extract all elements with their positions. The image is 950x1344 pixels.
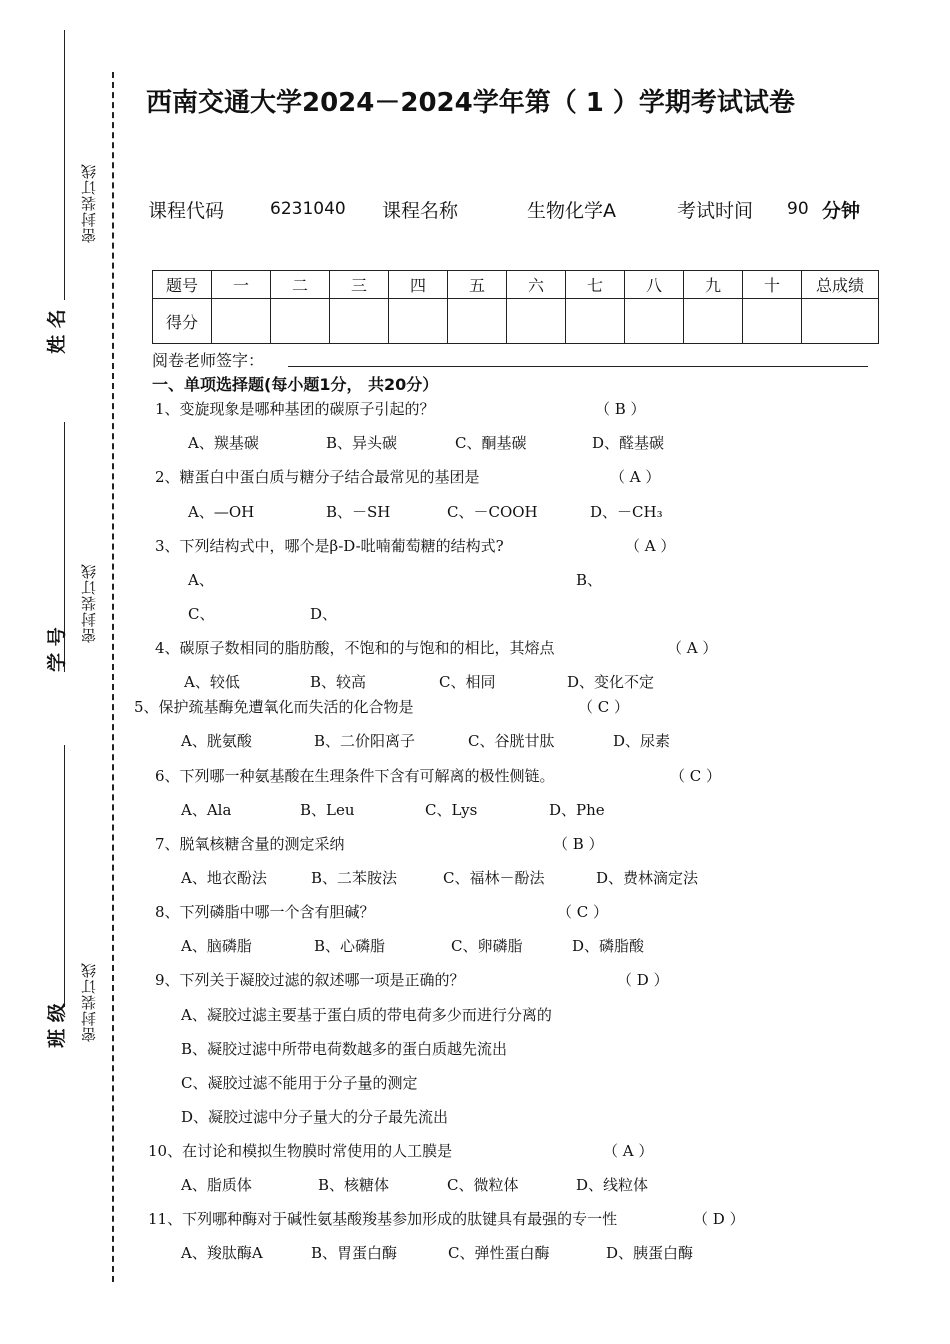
q5-answer: （ C ） <box>578 698 630 716</box>
q9-option-a[interactable]: A、凝胶过滤主要基于蛋白质的带电荷多少而进行分离的 <box>181 1006 552 1024</box>
score-cell-10[interactable] <box>743 299 802 344</box>
binding-dash-line <box>112 72 114 1282</box>
q3-option-a[interactable]: A、 <box>188 571 214 589</box>
course-code-value: 6231040 <box>270 199 346 219</box>
score-cell-6[interactable] <box>507 299 566 344</box>
q4-option-b[interactable]: B、较高 <box>310 673 367 691</box>
q2-stem: 2、糖蛋白中蛋白质与糖分子结合最常见的基团是 <box>155 468 480 486</box>
q2-answer: （ A ） <box>610 468 661 486</box>
q6-option-b[interactable]: B、Leu <box>300 801 355 819</box>
q3-option-d[interactable]: D、 <box>310 605 338 623</box>
q2-option-a[interactable]: A、—OH <box>188 503 255 521</box>
header-cell-question-no: 题号 <box>153 271 212 299</box>
score-row-label: 得分 <box>153 299 212 344</box>
q3-answer: （ A ） <box>625 537 676 555</box>
header-cell-3: 三 <box>330 271 389 299</box>
score-cell-8[interactable] <box>625 299 684 344</box>
section-1-title: 一、单项选择题(每小题1分， 共20分） <box>152 375 439 394</box>
score-table <box>152 270 879 344</box>
q2-option-c[interactable]: C、－COOH <box>447 503 538 521</box>
score-cell-4[interactable] <box>389 299 448 344</box>
q1-option-d[interactable]: D、醛基碳 <box>592 434 665 452</box>
score-cell-2[interactable] <box>271 299 330 344</box>
q2-option-d[interactable]: D、－CH₃ <box>590 503 663 521</box>
score-cell-5[interactable] <box>448 299 507 344</box>
q8-option-d[interactable]: D、磷脂酸 <box>572 937 645 955</box>
q4-stem: 4、碳原子数相同的脂肪酸，不饱和的与饱和的相比，其熔点 <box>155 639 555 657</box>
q7-answer: （ B ） <box>553 835 604 853</box>
q1-answer: （ B ） <box>595 400 646 418</box>
q5-option-d[interactable]: D、尿素 <box>613 732 671 750</box>
exam-title: 西南交通大学2024－2024学年第（ 1 ）学期考试试卷 <box>146 88 795 118</box>
q1-option-b[interactable]: B、异头碳 <box>326 434 398 452</box>
q10-stem: 10、在讨论和模拟生物膜时常使用的人工膜是 <box>148 1142 453 1160</box>
margin-name-label: 姓 名 <box>45 309 68 354</box>
q3-option-c[interactable]: C、 <box>188 605 215 623</box>
q9-answer: （ D ） <box>617 971 669 989</box>
q7-option-b[interactable]: B、二苯胺法 <box>311 869 398 887</box>
header-cell-5: 五 <box>448 271 507 299</box>
q6-option-a[interactable]: A、Ala <box>181 801 232 819</box>
score-cell-1[interactable] <box>212 299 271 344</box>
q7-option-c[interactable]: C、福林－酚法 <box>443 869 545 887</box>
header-cell-9: 九 <box>684 271 743 299</box>
q6-stem: 6、下列哪一种氨基酸在生理条件下含有可解离的极性侧链。 <box>155 767 555 785</box>
q10-option-d[interactable]: D、线粒体 <box>576 1176 649 1194</box>
header-cell-10: 十 <box>743 271 802 299</box>
header-cell-total: 总成绩 <box>802 271 879 299</box>
q6-option-d[interactable]: D、Phe <box>549 801 605 819</box>
exam-time-unit: 分钟 <box>822 200 861 222</box>
header-cell-6: 六 <box>507 271 566 299</box>
margin-class-label: 班 级 <box>45 1003 68 1048</box>
q3-stem: 3、下列结构式中，哪个是β-D-吡喃葡萄糖的结构式? <box>155 537 504 555</box>
q11-stem: 11、下列哪种酶对于碱性氨基酸羧基参加形成的肽键具有最强的专一性 <box>148 1210 618 1228</box>
q5-option-b[interactable]: B、二价阳离子 <box>314 732 416 750</box>
course-name-label: 课程名称 <box>382 200 459 222</box>
q7-option-d[interactable]: D、费林滴定法 <box>596 869 699 887</box>
q9-option-c[interactable]: C、凝胶过滤不能用于分子量的测定 <box>181 1074 418 1092</box>
q9-option-d[interactable]: D、凝胶过滤中分子量大的分子最先流出 <box>181 1108 449 1126</box>
q8-answer: （ C ） <box>557 903 609 921</box>
q8-option-b[interactable]: B、心磷脂 <box>314 937 386 955</box>
header-cell-1: 一 <box>212 271 271 299</box>
q11-option-d[interactable]: D、胰蛋白酶 <box>606 1244 694 1262</box>
grader-signature-line[interactable] <box>288 366 868 367</box>
q11-option-a[interactable]: A、羧肽酶A <box>181 1244 263 1262</box>
score-cell-7[interactable] <box>566 299 625 344</box>
q8-stem: 8、下列磷脂中哪一个含有胆碱？ <box>155 903 375 921</box>
exam-time-value: 90 <box>787 199 809 219</box>
q10-option-b[interactable]: B、核糖体 <box>318 1176 390 1194</box>
course-name-value: 生物化学A <box>527 200 616 222</box>
q4-option-a[interactable]: A、较低 <box>184 673 240 691</box>
q10-option-a[interactable]: A、脂质体 <box>181 1176 252 1194</box>
q6-option-c[interactable]: C、Lys <box>425 801 478 819</box>
margin-id-label: 学 号 <box>45 627 68 672</box>
header-cell-2: 二 <box>271 271 330 299</box>
margin-line-class <box>64 745 65 1007</box>
header-cell-4: 四 <box>389 271 448 299</box>
header-cell-7: 七 <box>566 271 625 299</box>
q7-option-a[interactable]: A、地衣酚法 <box>181 869 267 887</box>
q5-stem: 5、保护巯基酶免遭氧化而失活的化合物是 <box>134 698 414 716</box>
q1-stem: 1、变旋现象是哪种基团的碳原子引起的？ <box>155 400 435 418</box>
q7-stem: 7、脱氧核糖含量的测定采纳 <box>155 835 345 853</box>
q5-option-c[interactable]: C、谷胱甘肽 <box>468 732 555 750</box>
score-cell-9[interactable] <box>684 299 743 344</box>
q11-option-c[interactable]: C、弹性蛋白酶 <box>448 1244 550 1262</box>
q4-option-d[interactable]: D、变化不定 <box>567 673 655 691</box>
course-code-label: 课程代码 <box>148 200 225 222</box>
q8-option-c[interactable]: C、卵磷脂 <box>451 937 523 955</box>
q11-option-b[interactable]: B、胃蛋白酶 <box>311 1244 398 1262</box>
score-table-header-row <box>153 271 879 299</box>
q10-option-c[interactable]: C、微粒体 <box>447 1176 519 1194</box>
grader-signature-label: 阅卷老师签字： <box>152 351 265 370</box>
seal-label-middle: 密封装订线 <box>80 563 98 643</box>
score-cell-3[interactable] <box>330 299 389 344</box>
score-table-score-row <box>153 299 879 344</box>
q9-option-b[interactable]: B、凝胶过滤中所带电荷数越多的蛋白质越先流出 <box>181 1040 508 1058</box>
q5-option-a[interactable]: A、胱氨酸 <box>181 732 252 750</box>
header-cell-8: 八 <box>625 271 684 299</box>
q10-answer: （ A ） <box>603 1142 654 1160</box>
q4-answer: （ A ） <box>667 639 718 657</box>
exam-time-label: 考试时间 <box>677 200 754 222</box>
seal-label-top: 密封装订线 <box>80 163 98 243</box>
margin-line-name <box>64 30 65 300</box>
seal-label-bottom: 密封装订线 <box>80 962 98 1042</box>
q1-option-a[interactable]: A、羰基碳 <box>188 434 259 452</box>
score-cell-total[interactable] <box>802 299 879 344</box>
q6-answer: （ C ） <box>670 767 722 785</box>
q2-option-b[interactable]: B、－SH <box>326 503 391 521</box>
q9-stem: 9、下列关于凝胶过滤的叙述哪一项是正确的？ <box>155 971 465 989</box>
q3-option-b[interactable]: B、 <box>576 571 603 589</box>
q8-option-a[interactable]: A、脑磷脂 <box>181 937 252 955</box>
q4-option-c[interactable]: C、相同 <box>439 673 496 691</box>
q11-answer: （ D ） <box>693 1210 745 1228</box>
q1-option-c[interactable]: C、酮基碳 <box>455 434 527 452</box>
